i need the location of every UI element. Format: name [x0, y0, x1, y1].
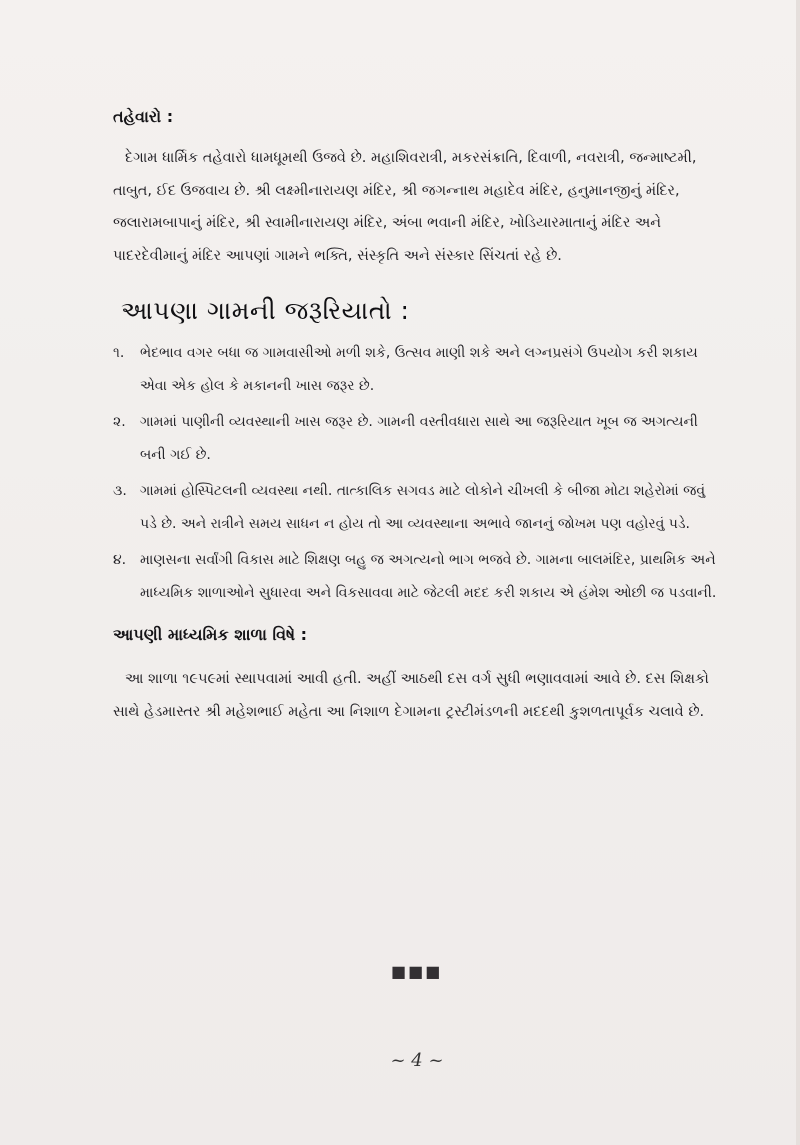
list-item-number: ૩.	[113, 483, 127, 499]
village-needs-list	[113, 337, 717, 610]
village-needs-heading: આપણા ગામની જરૂરિયાતો :	[121, 296, 410, 325]
list-item-text: ગામમાં હોસ્પિટલની વ્યવસ્થા નથી. તાત્કાલિક સગવડ માટે લોકોને ચીખલી કે બીજા મોટા શહેરોમાં જવું પડે છે. અને રાત્રીને સમય સાધન ન હોય તો આ વ્યવસ્થાના અભાવે જાનનું જોખમ પણ વહોરવું પડે.	[140, 483, 706, 532]
list-item	[113, 544, 717, 610]
list-item-text: ગામમાં પાણીની વ્યવસ્થાની ખાસ જરૂર છે. ગામની વસ્તીવધારા સાથે આ જરૂરિયાત ખૂબ જ અગત્યની બની ગઈ છે.	[140, 414, 698, 463]
list-item-number: ૧.	[113, 345, 125, 361]
page-edge	[796, 0, 800, 1145]
festivals-paragraph: દેગામ ધાર્મિક તહેવારો ધામધૂમથી ઉજવે છે. મહાશિવરાત્રી, મકરસંક્રાતિ, દિવાળી, નવરાત્રી, જન્માષ્ટમી, તાબુત, ઈદ ઉજવાય છે. શ્રી લક્ષ્મીનારાયણ મંદિર, શ્રી જગન્નાથ મહાદેવ મંદિર, હનુમાનજીનું મંદિર, જલારામબાપાનું મંદિર, શ્રી સ્વામીનારાયણ મંદિર, અંબા ભવાની મંદિર, ખોડિયારમાતાનું મંદિર અને પાદરદેવીમાનું મંદિર આપણાં ગામને ભક્તિ, સંસ્કૃતિ અને સંસ્કાર સિંચતાં રહે છે.	[113, 150, 697, 264]
list-item	[113, 337, 717, 403]
list-item	[113, 406, 717, 472]
page-number: ~ 4 ~	[390, 1050, 444, 1071]
list-item-number: ૨.	[113, 414, 126, 430]
section-separator: ■■■	[391, 962, 443, 981]
school-heading: આપણી માધ્યમિક શાળા વિષે :	[113, 625, 307, 644]
list-item-text: માણસના સર્વાંગી વિકાસ માટે શિક્ષણ બહુ જ અગત્યનો ભાગ ભજવે છે. ગામના બાલમંદિર, પ્રાથમિક અને માધ્યમિક શાળાઓને સુધારવા અને વિકસાવવા માટે જેટલી મદદ કરી શકાય એ હંમેશ ઓછી જ પડવાની.	[140, 552, 717, 601]
list-item	[113, 475, 717, 541]
page-content	[113, 106, 717, 729]
list-item-text: ભેદભાવ વગર બધા જ ગામવાસીઓ મળી શકે, ઉત્સવ માણી શકે અને લગ્નપ્રસંગે ઉપયોગ કરી શકાય એવા એક હોલ કે મકાનની ખાસ જરૂર છે.	[140, 345, 698, 394]
festivals-heading: તહેવારો :	[113, 107, 174, 126]
list-item-number: ૪.	[113, 552, 127, 568]
school-paragraph: આ શાળા ૧૯૫૯માં સ્થાપવામાં આવી હતી. અહીં આઠથી દસ વર્ગ સુધી ભણાવવામાં આવે છે. દસ શિક્ષકો સાથે હેડમાસ્તર શ્રી મહેશભાઈ મહેતા આ નિશાળ દેગામના ટ્રસ્ટીમંડળની મદદથી કુશળતાપૂર્વક ચલાવે છે.	[113, 671, 709, 720]
